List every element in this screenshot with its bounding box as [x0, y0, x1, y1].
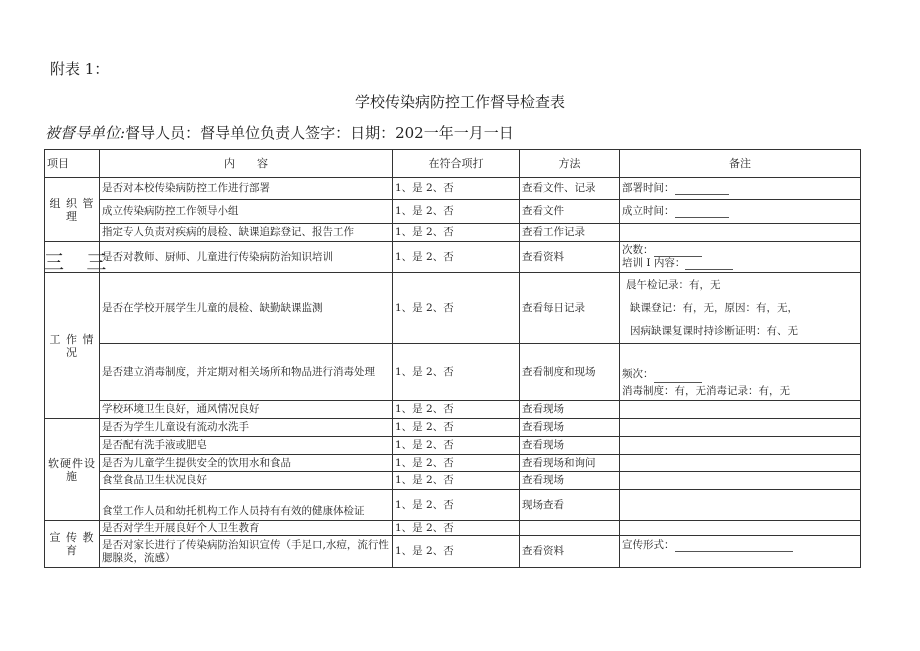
row-method: 查看资料 [520, 242, 620, 273]
supervision-fields: 督导人员：督导单位负责人签字：日期：202一年一月一日 [125, 124, 514, 142]
table-row [45, 200, 861, 224]
row-check[interactable]: 1、是 2、否 [393, 536, 520, 568]
row-content: 是否对家长进行了传染病防治知识宣传（手足口,水痘，流行性腮腺炎，流感） [100, 536, 393, 568]
table-row [45, 521, 861, 536]
table-row [45, 472, 861, 490]
row-note[interactable] [620, 242, 861, 273]
row-method: 查看文件 [520, 200, 620, 224]
table-row [45, 401, 861, 419]
note-text: 成立时间： [622, 205, 675, 217]
table-header-row [45, 150, 861, 178]
row-check[interactable]: 1、是 2、否 [393, 401, 520, 419]
row-method [520, 521, 620, 536]
row-content: 是否建立消毒制度，并定期对相关场所和物品进行消毒处理 [100, 344, 393, 401]
row-check[interactable]: 1、是 2、否 [393, 242, 520, 273]
row-note[interactable] [620, 472, 861, 490]
supervised-unit-label: 被督导单位: [45, 124, 126, 142]
table-row [45, 536, 861, 568]
header-content: 内 容 [100, 150, 393, 178]
header-check: 在符合项打 [393, 150, 520, 178]
row-method: 查看每日记录 [520, 273, 620, 344]
annex-label: 附表 1： [50, 60, 110, 78]
row-check[interactable]: 1、是 2、否 [393, 472, 520, 490]
row-check[interactable]: 1、是 2、否 [393, 273, 520, 344]
header-item: 项目 [45, 150, 100, 178]
category-facilities: 软硬件设 施 [45, 419, 100, 521]
row-note[interactable] [620, 437, 861, 455]
row-check[interactable]: 1、是 2、否 [393, 437, 520, 455]
row-check[interactable]: 1、是 2、否 [393, 455, 520, 472]
row-note[interactable] [620, 200, 861, 224]
row-note[interactable] [620, 536, 861, 568]
row-check[interactable]: 1、是 2、否 [393, 178, 520, 200]
note-line: 频次： [622, 366, 858, 383]
row-content: 食堂食品卫生状况良好 [100, 472, 393, 490]
category-work: 工 作 情 况 [45, 273, 100, 419]
row-method: 查看现场和询问 [520, 455, 620, 472]
row-check[interactable]: 1、是 2、否 [393, 419, 520, 437]
note-text: 部署时间： [622, 182, 675, 194]
note-line: 次数： [622, 244, 858, 257]
inspection-table [44, 149, 861, 568]
table-row [45, 273, 861, 344]
blank-line [675, 206, 729, 218]
row-content: 是否为学生儿童设有流动水洗手 [100, 419, 393, 437]
row-content: 是否配有洗手液或肥皂 [100, 437, 393, 455]
row-method: 查看文件、记录 [520, 178, 620, 200]
note-line: 缺课登记：有，无，原因：有，无， [630, 301, 798, 314]
blank-line [675, 183, 729, 195]
note-line: 消毒制度：有，无消毒记录：有，无 [622, 385, 790, 397]
row-method: 查看现场 [520, 437, 620, 455]
row-method: 查看现场 [520, 401, 620, 419]
row-note[interactable] [620, 224, 861, 242]
page-title: 学校传染病防控工作督导检查表 [354, 93, 565, 111]
row-note[interactable] [620, 455, 861, 472]
header-notes: 备注 [620, 150, 861, 178]
table-row [45, 344, 861, 401]
row-note[interactable] [620, 521, 861, 536]
row-note[interactable] [620, 273, 861, 344]
row-check[interactable]: 1、是 2、否 [393, 224, 520, 242]
row-content: 是否对学生开展良好个人卫生教育 [100, 521, 393, 536]
header-method: 方法 [520, 150, 620, 178]
blank-line [675, 540, 793, 552]
row-check[interactable]: 1、是 2、否 [393, 490, 520, 521]
row-content: 成立传染病防控工作领导小组 [100, 200, 393, 224]
row-content: 学校环境卫生良好，通风情况良好 [100, 401, 393, 419]
row-method: 现场查看 [520, 490, 620, 521]
note-line: 晨午检记录：有，无 [626, 278, 721, 291]
table-row [45, 178, 861, 200]
table-row [45, 419, 861, 437]
category-empty [45, 242, 100, 273]
row-method: 查看制度和现场 [520, 344, 620, 401]
row-method: 查看资料 [520, 536, 620, 568]
row-method: 查看现场 [520, 472, 620, 490]
row-note[interactable] [620, 490, 861, 521]
category-education: 宣 传 教 育 [45, 521, 100, 568]
row-content: 是否为儿童学生提供安全的饮用水和食品 [100, 455, 393, 472]
header-fields-line [45, 122, 514, 143]
table-row [45, 242, 861, 273]
row-note[interactable] [620, 178, 861, 200]
row-check[interactable]: 1、是 2、否 [393, 521, 520, 536]
table-row [45, 490, 861, 521]
note-text: 宣传形式： [622, 539, 675, 551]
category-organization: 组 织 管 理 [45, 178, 100, 242]
row-method: 查看工作记录 [520, 224, 620, 242]
row-content: 指定专人负责对疾病的晨检、缺课追踪登记、报告工作 [100, 224, 393, 242]
table-row [45, 455, 861, 472]
row-note[interactable] [620, 344, 861, 401]
row-check[interactable]: 1、是 2、否 [393, 344, 520, 401]
note-line: 因病缺课复课时持诊断证明：有、无 [630, 324, 798, 337]
row-content: 是否在学校开展学生儿童的晨检、缺勤缺课监测 [100, 273, 393, 344]
row-note[interactable] [620, 419, 861, 437]
row-method: 查看现场 [520, 419, 620, 437]
handwritten-mark: 三 三 [44, 250, 115, 274]
row-content: 食堂工作人员和幼托机构工作人员持有有效的健康体检证 [100, 490, 393, 521]
row-note[interactable] [620, 401, 861, 419]
table-row [45, 224, 861, 242]
row-check[interactable]: 1、是 2、否 [393, 200, 520, 224]
row-content: 是否对教师、厨师、儿童进行传染病防治知识培训 [100, 242, 393, 273]
row-content: 是否对本校传染病防控工作进行部署 [100, 178, 393, 200]
note-line: 培训 I 内容： [622, 257, 858, 270]
table-row [45, 437, 861, 455]
